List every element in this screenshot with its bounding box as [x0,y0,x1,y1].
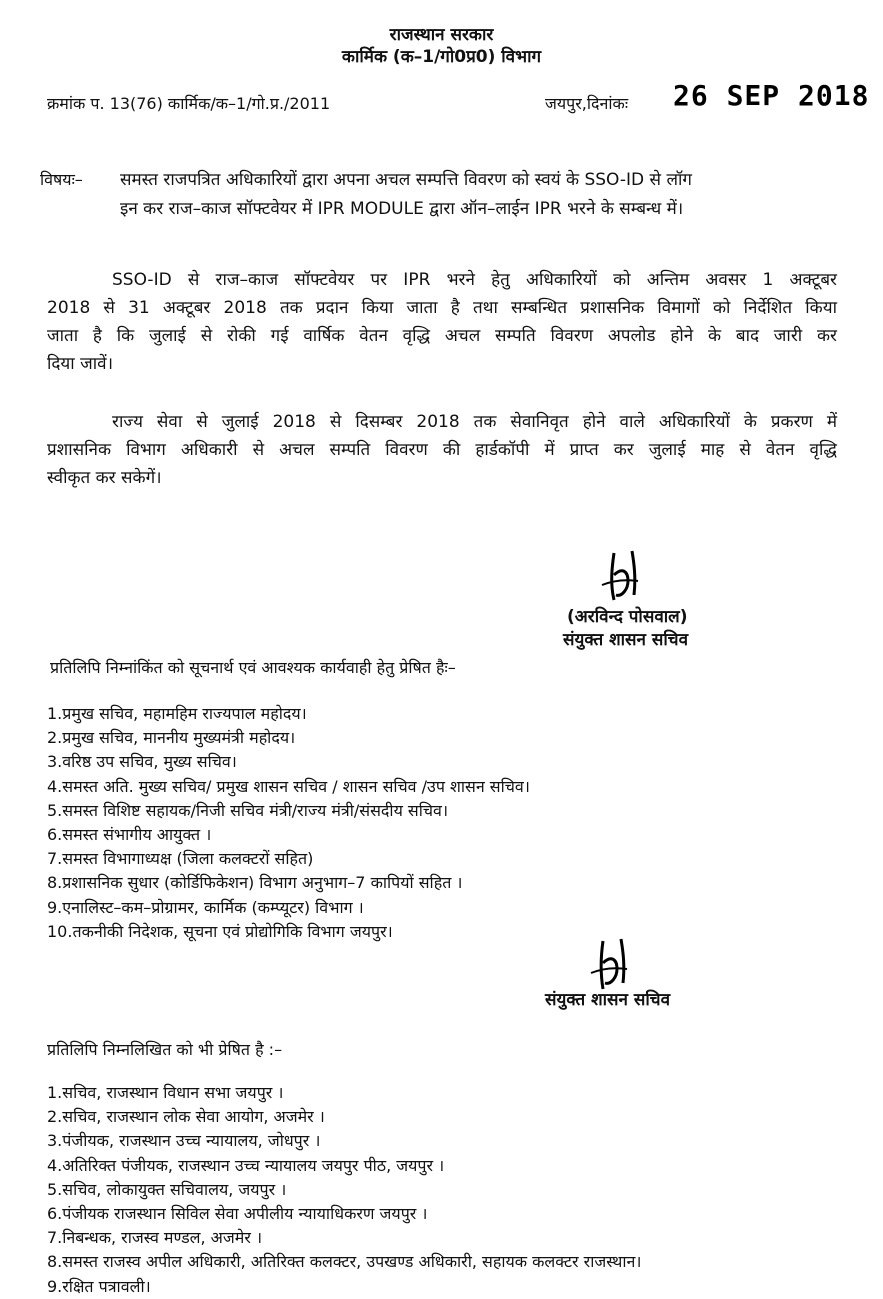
list-item: 7.समस्त विभागाध्यक्ष (जिला कलक्टरों सहित) [47,849,314,869]
subject-label: विषयः– [40,170,83,189]
list-item: 4.समस्त अति. मुख्य सचिव/ प्रमुख शासन सचिव / शासन सचिव /उप शासन सचिव। [47,776,530,796]
copy-list-1-intro: प्रतिलिपि निम्नांकिंत को सूचनार्थ एवं आवश्यक कार्यवाही हेतु प्रेषित हैः– [50,658,456,677]
list-item: 6.समस्त संभागीय आयुक्त । [47,825,212,845]
list-item: 1.सचिव, राजस्थान विधान सभा जयपुर । [47,1083,284,1102]
handwritten-signature-2 [585,935,635,995]
list-item: 5.सचिव, लोकायुक्त सचिवालय, जयपुर । [47,1179,287,1199]
signatory-name: (अरविन्द पोसवाल) [567,607,688,627]
signatory-designation-2: संयुक्त शासन सचिव [545,990,671,1010]
paragraph-1-line: जाता है कि जुलाई से रोकी गई वार्षिक वेतन वृद्धि अचल सम्पति विवरण अपलोड होने के बाद जारी कर [47,326,837,346]
paragraph-2-line: प्रशासनिक विभाग अधिकारी से अचल सम्पति विवरण की हार्डकॉपी में प्राप्त कर जुलाई माह से वेतन वृद्धि [47,440,837,460]
handwritten-signature-1 [592,545,652,607]
list-item: 1.प्रमुख सचिव, महामहिम राज्यपाल महोदय। [47,704,307,723]
list-item: 3.पंजीयक, राजस्थान उच्च न्यायालय, जोधपुर । [47,1131,321,1151]
paragraph-1-line: दिया जावें। [47,354,114,374]
list-item: 7.निबन्धक, राजस्व मण्डल, अजमेर । [47,1228,263,1248]
date-stamp: 26 SEP 2018 [673,79,870,112]
body-paragraph-1 [47,266,837,378]
list-item: 9.एनालिस्ट–कम–प्रोग्रामर, कार्मिक (कम्प्यूटर) विभाग । [47,897,364,917]
place-date-label: जयपुर,दिनांकः [545,94,629,113]
body-paragraph-2 [47,408,837,492]
paragraph-2-line: राज्य सेवा से जुलाई 2018 से दिसम्बर 2018 तक सेवानिवृत होने वाले अधिकारियों के प्रकरण में [112,412,837,432]
list-item: 6.पंजीयक राजस्थान सिविल सेवा अपीलीय न्यायाधिकरण जयपुर । [47,1204,428,1224]
list-item: 9.रक्षित पत्रावली। [47,1276,151,1296]
list-item: 8.प्रशासनिक सुधार (कोर्डिफिकेशन) विभाग अनुभाग–7 कापियों सहित । [47,873,463,893]
paragraph-2-line: स्वीकृत कर सकेगें। [47,468,162,488]
paragraph-1-line: SSO-ID से राज–काज सॉफ्टवेयर पर IPR भरने हेतु अधिकारियों को अन्तिम अवसर 1 अक्टूबर [112,270,837,290]
list-item: 5.समस्त विशिष्ट सहायक/निजी सचिव मंत्री/राज्य मंत्री/संसदीय सचिव। [47,800,449,820]
subject-line-1: समस्त राजपत्रित अधिकारियों द्वारा अपना अचल सम्पत्ति विवरण को स्वयं के SSO-ID से लॉग [120,170,692,190]
paragraph-1-line: 2018 से 31 अक्टूबर 2018 तक प्रदान किया जाता है तथा सम्बन्धित प्रशासनिक विमागों को निर्देशित किया [47,298,837,318]
list-item: 2.सचिव, राजस्थान लोक सेवा आयोग, अजमेर । [47,1107,325,1127]
list-item: 4.अतिरिक्त पंजीयक, राजस्थान उच्च न्यायालय जयपुर पीठ, जयपुर । [47,1155,445,1175]
list-item: 3.वरिष्ठ उप सचिव, मुख्य सचिव। [47,752,237,772]
copy-list-2-intro: प्रतिलिपि निम्नलिखित को भी प्रेषित है :– [47,1040,283,1059]
copy-list-1 [47,702,530,944]
subject-line-2: इन कर राज–काज सॉफ्टवेयर में IPR MODULE द्वारा ऑन–लाईन IPR भरने के सम्बन्ध में। [120,199,684,219]
list-item: 2.प्रमुख सचिव, माननीय मुख्यमंत्री महोदय। [47,728,296,748]
department-name: कार्मिक (क–1/गो0प्र0) विभाग [341,47,542,67]
signatory-designation: संयुक्त शासन सचिव [563,630,689,650]
government-name: राजस्थान सरकार [389,25,494,45]
reference-number: क्रमांक प. 13(76) कार्मिक/क–1/गो.प्र./2011 [47,94,331,113]
list-item: 10.तकनीकी निदेशक, सूचना एवं प्रोद्योगिकि विभाग जयपुर। [47,921,393,941]
list-item: 8.समस्त राजस्व अपील अधिकारी, अतिरिक्त कलक्टर, उपखण्ड अधिकारी, सहायक कलक्टर राजस्थान। [47,1252,642,1272]
copy-list-2 [47,1081,641,1299]
